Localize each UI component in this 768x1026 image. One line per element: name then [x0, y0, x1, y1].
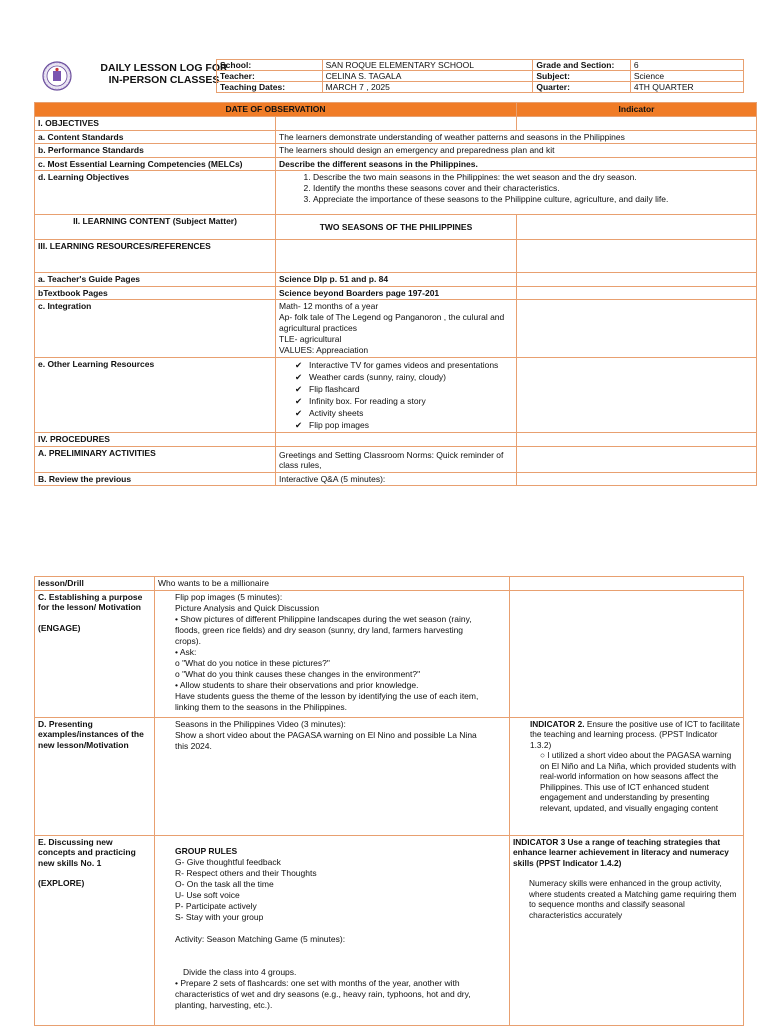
integration-label: c. Integration	[35, 300, 276, 358]
content-standards: The learners demonstrate understanding of weather patterns and seasons in the Philippines	[276, 130, 757, 144]
objectives-heading: I. OBJECTIVES	[35, 117, 276, 131]
indicator-3-body: Numeracy skills were enhanced in the group activity, where students created a Matching game requiring them to sequence months and classify seasonal characteristics accurately	[529, 878, 737, 920]
indicator-3	[510, 835, 744, 1025]
performance-standards-label: b. Performance Standards	[35, 144, 276, 158]
check-icon: ✔	[295, 384, 303, 394]
integration-line: Math- 12 months of a year	[279, 301, 379, 311]
procedures-heading: IV. PROCEDURES	[35, 433, 276, 447]
motivation-line: Flip pop images (5 minutes):	[175, 591, 283, 602]
prepare-line: planting, harvesting, etc.).	[175, 999, 273, 1010]
check-icon: ✔	[295, 360, 303, 370]
motivation-label-text: C. Establishing a purpose for the lesson/ Motivation	[38, 591, 143, 612]
divide-instruction: Divide the class into 4 groups.	[183, 966, 297, 977]
presenting-line: Seasons in the Philippines Video (3 minutes):	[175, 718, 346, 729]
resource-item: ✔ Flip pop images	[295, 420, 370, 430]
group-rule: S- Stay with your group	[175, 911, 264, 922]
deped-seal-icon	[42, 61, 72, 91]
review-label: B. Review the previous	[35, 472, 276, 486]
lesson-table-continued	[34, 576, 744, 1026]
textbook: Science beyond Boarders page 197-201	[276, 286, 517, 300]
presenting-line: this 2024.	[175, 740, 212, 751]
group-rule: U- Use soft voice	[175, 889, 240, 900]
motivation-line: • Ask:	[175, 646, 197, 657]
other-resources-label: e. Other Learning Resources	[35, 358, 276, 433]
objective-item: 2. Identify the months these seasons cover and their characteristics.	[313, 183, 753, 194]
other-resources	[276, 358, 517, 433]
group-rule: R- Respect others and their Thoughts	[175, 867, 317, 878]
drill: Who wants to be a millionaire	[155, 577, 510, 591]
discussing-concepts	[155, 835, 510, 1025]
school-label: School:	[217, 60, 323, 71]
resource-item: ✔ Flip flashcard	[295, 384, 360, 394]
quarter-label: Quarter:	[533, 82, 630, 93]
motivation-line: Picture Analysis and Quick Discussion	[175, 602, 320, 613]
learning-content-label: II. LEARNING CONTENT (Subject Matter)	[35, 215, 276, 240]
discussing-label-text: E. Discussing new concepts and practicing new skills No. 1	[38, 836, 136, 868]
teacher-label: Teacher:	[217, 71, 323, 82]
motivation-line: crops).	[175, 635, 201, 646]
motivation	[155, 590, 510, 717]
preliminary-activities: Greetings and Setting Classroom Norms: Quick reminder of class rules,	[276, 446, 517, 472]
preliminary-label: A. PRELIMINARY ACTIVITIES	[35, 446, 276, 472]
activity-title: Activity: Season Matching Game (5 minutes):	[175, 933, 346, 944]
grade-value: 6	[630, 60, 743, 71]
indicator-2	[510, 717, 744, 835]
indicator-2-body: ○ I utilized a short video about the PAGASA warning on El Niño and La Niña, which provided students with real-world information on how seasons affect the Philippines. This use of ICT enhanced student engagement and understanding by presenting relevant, updated, and visually engaging content	[540, 750, 737, 813]
group-rule: P- Participate actively	[175, 900, 257, 911]
melc: Describe the different seasons in the Philippines.	[276, 157, 757, 171]
motivation-line: o "What do you think causes these changes in the environment?"	[175, 668, 421, 679]
subject-label: Subject:	[533, 71, 630, 82]
motivation-label	[35, 590, 155, 717]
review: Interactive Q&A (5 minutes):	[276, 472, 517, 486]
motivation-line: floods, green rice fields) and dry season (sunny, dry land, farmers harvesting	[175, 624, 464, 635]
discussing-concepts-label	[35, 835, 155, 1025]
prepare-line: • Prepare 2 sets of flashcards: one set with months of the year, another with	[175, 977, 460, 988]
resource-item: ✔ Interactive TV for games videos and presentations	[295, 360, 499, 370]
presenting-examples-label: D. Presenting examples/instances of the new lesson/Motivation	[35, 717, 155, 835]
teacher-value: CELINA S. TAGALA	[322, 71, 533, 82]
learning-objectives	[276, 171, 757, 215]
motivation-line: o "What do you notice in these pictures?"	[175, 657, 330, 668]
learning-content: TWO SEASONS OF THE PHILIPPINES	[276, 215, 517, 240]
check-icon: ✔	[295, 408, 303, 418]
check-icon: ✔	[295, 420, 303, 430]
textbook-label: bTextbook Pages	[35, 286, 276, 300]
indicator-header: Indicator	[517, 103, 757, 117]
dates-value: MARCH 7 , 2025	[322, 82, 533, 93]
indicator-2-desc: Ensure the positive use of ICT to facilitate the teaching and learning process. (PPST Indicator 1.3.2)	[530, 718, 740, 750]
integration	[276, 300, 517, 358]
dates-label: Teaching Dates:	[217, 82, 323, 93]
performance-standards: The learners should design an emergency and preparedness plan and kit	[276, 144, 757, 158]
school-info-table	[216, 59, 744, 93]
header	[34, 59, 744, 94]
check-icon: ✔	[295, 372, 303, 382]
motivation-line: linking them to the seasons in the Philippines.	[175, 701, 347, 712]
learning-objectives-label: d. Learning Objectives	[35, 171, 276, 215]
teachers-guide: Science Dlp p. 51 and p. 84	[276, 273, 517, 287]
content-standards-label: a. Content Standards	[35, 130, 276, 144]
learning-resources-label: III. LEARNING RESOURCES/REFERENCES	[35, 240, 276, 273]
resource-item: ✔ Weather cards (sunny, rainy, cloudy)	[295, 372, 447, 382]
motivation-line: • Show pictures of different Philippine landscapes during the wet season (rainy,	[175, 613, 472, 624]
log-title: DAILY LESSON LOG FOR IN-PERSON CLASSES	[100, 62, 228, 86]
indicator-3-title: INDICATOR 3 Use a range of teaching strategies that enhance learner achievement in literacy and numeracy skills (PPST Indicator 1.4.2)	[513, 836, 729, 868]
teachers-guide-label: a. Teacher's Guide Pages	[35, 273, 276, 287]
date-of-observation-header: DATE OF OBSERVATION	[35, 103, 517, 117]
explore-label: (EXPLORE)	[38, 878, 85, 888]
resource-item: ✔ Infinity box. For reading a story	[295, 396, 426, 406]
objective-item: 3. Appreciate the importance of these seasons to the Philippine culture, agriculture, and daily life.	[313, 194, 753, 205]
indicator-2-title: INDICATOR 2.	[530, 718, 585, 729]
grade-label: Grade and Section:	[533, 60, 630, 71]
integration-line: TLE- agricultural	[279, 334, 342, 344]
resource-item: ✔ Activity sheets	[295, 408, 364, 418]
engage-label: (ENGAGE)	[38, 622, 81, 633]
lesson-table	[34, 102, 757, 486]
integration-line: Ap- folk tale of The Legend og Panganoron , the culural and agricultural practices	[279, 312, 505, 333]
school-value: SAN ROQUE ELEMENTARY SCHOOL	[322, 60, 533, 71]
group-rule: O- On the task all the time	[175, 878, 274, 889]
motivation-line: • Allow students to share their observations and prior knowledge.	[175, 679, 419, 690]
group-rules-heading: GROUP RULES	[175, 845, 238, 856]
motivation-line: Have students guess the theme of the lesson by identifying the use of each item,	[175, 690, 479, 701]
check-icon: ✔	[295, 396, 303, 406]
melc-label: c. Most Essential Learning Competencies (MELCs)	[35, 157, 276, 171]
integration-line: VALUES: Appreaciation	[279, 345, 369, 355]
quarter-value: 4TH QUARTER	[630, 82, 743, 93]
prepare-line: characteristics of wet and dry seasons (e.g., heavy rain, typhoons, hot and dry,	[175, 988, 471, 999]
drill-label: lesson/Drill	[35, 577, 155, 591]
group-rule: G- Give thoughtful feedback	[175, 856, 281, 867]
objective-item: 1. Describe the two main seasons in the Philippines: the wet season and the dry season.	[313, 172, 753, 183]
presenting-examples	[155, 717, 510, 835]
subject-value: Science	[630, 71, 743, 82]
presenting-line: Show a short video about the PAGASA warning on El Nino and possible La Nina	[175, 729, 477, 740]
